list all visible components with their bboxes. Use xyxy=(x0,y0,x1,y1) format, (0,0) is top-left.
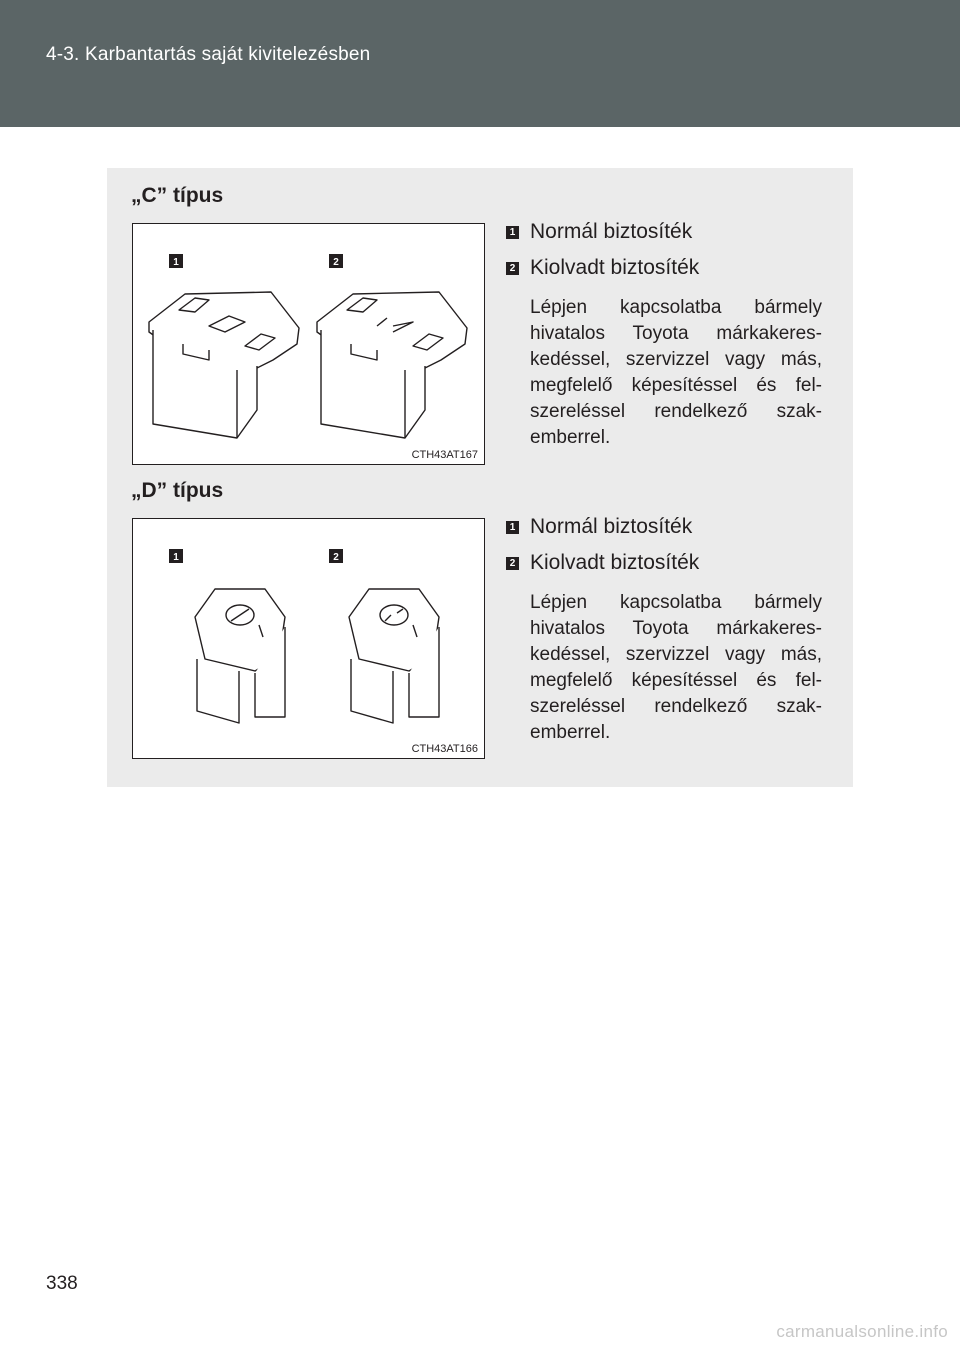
watermark: carmanualsonline.info xyxy=(776,1322,948,1341)
item-label: Normál biztosíték xyxy=(530,515,693,538)
item-label: Kiolvadt biztosíték xyxy=(530,551,700,574)
type-d-fuse-figure xyxy=(132,518,485,759)
type-c-item-1 xyxy=(506,219,692,245)
number-badge: 1 xyxy=(506,521,519,534)
type-d-item-2 xyxy=(506,550,699,576)
item-label: Normál biztosíték xyxy=(530,220,693,243)
type-c-fuse-normal xyxy=(149,292,299,438)
type-d-callout-2 xyxy=(329,549,343,563)
type-d-fuse-normal xyxy=(195,589,285,723)
type-c-description: Lépjen kapcsolatba bármely hivatalos Toyota márkakereskedéssel, szervizzel vagy más, megfelelő képesítéssel és felszereléssel rendelkező szakemberrel. xyxy=(530,297,822,448)
type-c-callout-2 xyxy=(329,254,343,268)
svg-text:1: 1 xyxy=(173,552,179,563)
type-d-item-1 xyxy=(506,514,692,540)
svg-text:2: 2 xyxy=(333,257,339,268)
type-d-description: Lépjen kapcsolatba bármely hivatalos Toyota márkakereskedéssel, szervizzel vagy más, megfelelő képesítéssel és felszereléssel rendelkező szakemberrel. xyxy=(530,592,822,743)
number-badge: 1 xyxy=(506,226,519,239)
section-title: 4-3. Karbantartás saját kivitelezésben xyxy=(46,44,371,65)
item-label: Kiolvadt biztosíték xyxy=(530,256,700,279)
type-d-heading: „D” típus xyxy=(131,479,224,502)
type-c-item-2 xyxy=(506,255,699,281)
type-c-callout-1 xyxy=(169,254,183,268)
type-c-figure-code: CTH43AT167 xyxy=(411,449,478,461)
type-d-fuse-illustration xyxy=(133,519,484,758)
number-badge: 2 xyxy=(506,262,519,275)
svg-text:1: 1 xyxy=(173,257,179,268)
number-badge: 2 xyxy=(506,557,519,570)
svg-text:2: 2 xyxy=(333,552,339,563)
type-c-heading: „C” típus xyxy=(131,184,224,207)
type-c-fuse-figure xyxy=(132,223,485,465)
type-c-fuse-illustration xyxy=(133,224,484,464)
page-header xyxy=(0,0,960,127)
type-d-fuse-blown xyxy=(349,589,439,723)
page-number: 338 xyxy=(46,1273,78,1294)
type-d-figure-code: CTH43AT166 xyxy=(411,743,478,755)
type-d-callout-1 xyxy=(169,549,183,563)
type-c-fuse-blown xyxy=(317,292,467,438)
